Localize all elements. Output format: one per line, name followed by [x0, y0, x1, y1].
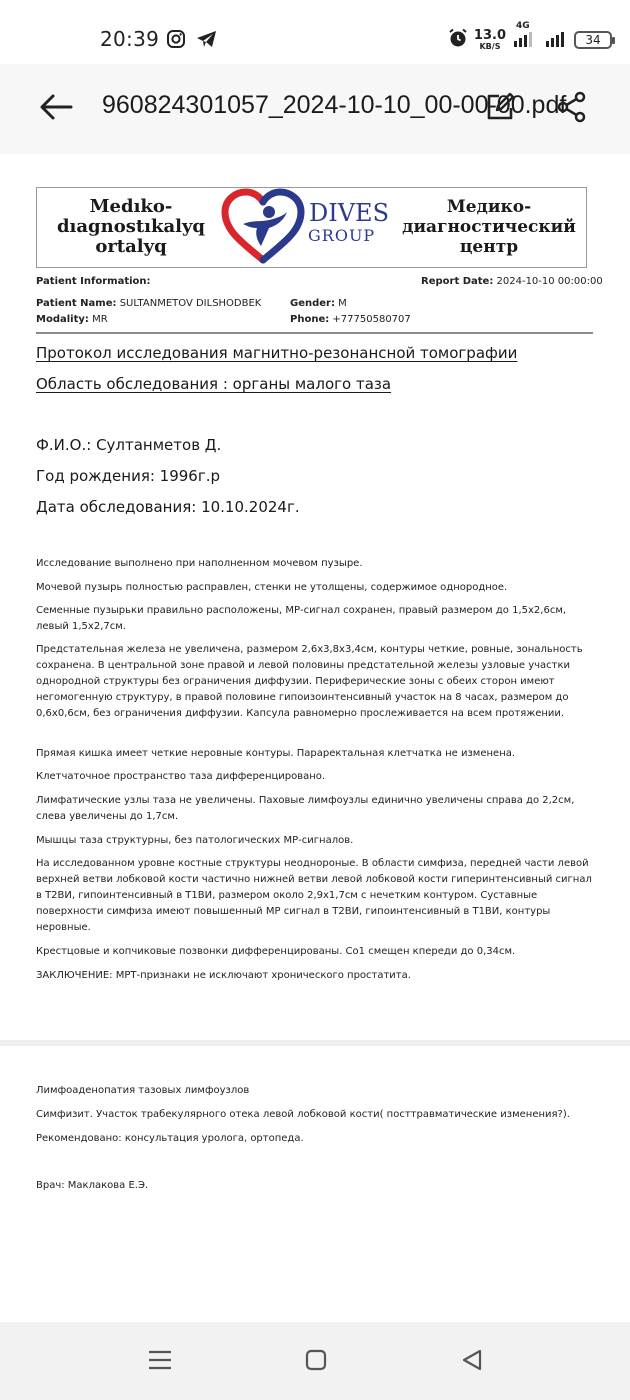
brand-name: DIVES: [309, 199, 390, 227]
exam-area: Область обследования : органы малого таза: [36, 375, 392, 393]
finding-paragraph: Лимфатические узлы таза не увеличены. Паховые лимфоузлы единично увеличены справа до 2,2см, слева увеличены до 1,7см.: [36, 795, 575, 822]
edit-icon: [484, 91, 516, 127]
document-title: 960824301057_2024-10-10_00-00-00.pdf: [102, 91, 567, 119]
network-type: 4G: [516, 21, 530, 31]
conclusion-item: Лимфоаденопатия тазовых лимфоузлов: [36, 1085, 250, 1096]
finding-paragraph: Семенные пузырьки правильно расположены, МР-сигнал сохранен, правый размером до 1,5х2,6см, левый 1,5х2,7см.: [36, 605, 567, 632]
status-bar: [0, 0, 630, 64]
edit-button[interactable]: [478, 87, 522, 131]
net-speed: [474, 29, 506, 51]
recommendation: Рекомендовано: консультация уролога, ортопеда.: [36, 1133, 304, 1144]
signal-icon: [512, 21, 538, 52]
patient-name: [36, 298, 261, 309]
app-bar: [0, 64, 630, 154]
finding-paragraph: Крестцовые и копчиковые позвонки дифференцированы. Со1 смещен кпереди до 0,34см.: [36, 946, 516, 957]
home-icon: [304, 1348, 328, 1376]
exam-date: Дата обследования: 10.10.2024г.: [36, 498, 300, 516]
conclusion-paragraph: ЗАКЛЮЧЕНИЕ: МРТ-признаки не исключают хронического простатита.: [36, 970, 411, 981]
brand-subname: GROUP: [308, 226, 376, 245]
doctor-signature: Врач: Маклакова Е.Э.: [36, 1180, 149, 1191]
conclusion-item: Симфизит. Участок трабекулярного отека левой лобковой кости( посттравматические изменения?).: [36, 1109, 570, 1120]
nav-back-button[interactable]: [452, 1342, 492, 1382]
share-icon: [556, 91, 588, 127]
share-button[interactable]: [550, 87, 594, 131]
patient-name-label: Patient Name:: [36, 298, 117, 309]
report-date-label: Report Date:: [421, 276, 494, 287]
finding-paragraph: Прямая кишка имеет четкие неровные контуры. Параректальная клетчатка не изменена.: [36, 748, 516, 759]
finding-paragraph: Исследование выполнено при наполненном мочевом пузыре.: [36, 558, 363, 569]
status-time: 20:39: [100, 27, 160, 51]
system-nav-bar: [0, 1322, 630, 1400]
patient-phone: [290, 314, 411, 325]
finding-paragraph: Мышцы таза структурны, без патологических МР-сигналов.: [36, 835, 354, 846]
modality: [36, 314, 108, 325]
logo-text-russian: Медико- диагностический центр: [402, 197, 576, 257]
finding-paragraph: Мочевой пузырь полностью расправлен, стенки не утолщены, содержимое однородное.: [36, 582, 508, 593]
telegram-icon: [196, 29, 218, 53]
back-button[interactable]: [34, 87, 78, 131]
divider: [36, 332, 593, 334]
heart-logo-icon: [221, 190, 305, 270]
recent-apps-icon: [147, 1348, 173, 1376]
report-date-value: 2024-10-10 00:00:00: [496, 276, 603, 287]
back-icon: [460, 1348, 484, 1376]
recent-apps-button[interactable]: [140, 1342, 180, 1382]
birth-year: Год рождения: 1996г.р: [36, 467, 221, 485]
finding-paragraph: На исследованном уровне костные структуры неоднороные. В области симфиза, передней части левой верхней ветви лобковой кости частично нижней ветви левой лобковой кости гиперинтенсивный сигнал в Т2ВИ, гипоинтенсивный в Т1ВИ, размером около 2,9х1,7см с нечетким контуром. Суставные поверхности симфиза имеют повышенный МР сигнал в Т2ВИ, гипоинтенсивный в Т1ВИ, контуры неровные.: [36, 858, 592, 933]
finding-paragraph: Клетчаточное пространство таза дифференцировано.: [36, 771, 326, 782]
pdf-page[interactable]: [0, 154, 630, 1322]
instagram-icon: [166, 29, 186, 53]
gender-label: Gender:: [290, 298, 335, 309]
gender-value: M: [338, 298, 347, 309]
patient-fio: Ф.И.О.: Султанметов Д.: [36, 436, 222, 454]
protocol-title: Протокол исследования магнитно-резонансной томографии: [36, 344, 518, 362]
alarm-icon: [448, 28, 468, 52]
signal-icon: [544, 28, 568, 52]
battery-level: 34: [585, 33, 601, 47]
patient-info-heading-text: Patient Information:: [36, 276, 151, 287]
logo-text-kazakh: Medıko- dıagnostıkalyq ortalyq: [56, 196, 206, 257]
clinic-logo-banner: [36, 187, 587, 268]
page-separator: [0, 1040, 630, 1046]
back-arrow-icon: [39, 93, 73, 125]
battery-icon: [574, 31, 612, 49]
phone-label: Phone:: [290, 314, 330, 325]
modality-value: MR: [92, 314, 108, 325]
net-speed-unit: KB/S: [479, 42, 501, 51]
report-date: [421, 276, 603, 287]
patient-gender: [290, 298, 347, 309]
finding-paragraph: Предстательная железа не увеличена, размером 2,6х3,8х3,4см, контуры четкие, ровные, зональность сохранена. В центральной зоне правой и левой половины предстательной железы узловые участки однородной структуры без ограничения диффузии. Периферические зоны с обеих сторон имеют негомогенную структуру, в правой половине гипоизоинтенсивный участок на 8 часах, размером до 0,6х0,6см, без ограничения диффузии. Капсула равномерно прослеживается на всем протяжении.: [36, 644, 583, 719]
phone-value: +77750580707: [332, 314, 411, 325]
home-button[interactable]: [296, 1342, 336, 1382]
patient-name-value: SULTANMETOV DILSHODBEK: [119, 298, 262, 309]
net-speed-value: 13.0: [473, 28, 506, 43]
patient-info-heading: [36, 276, 151, 287]
modality-label: Modality:: [36, 314, 89, 325]
